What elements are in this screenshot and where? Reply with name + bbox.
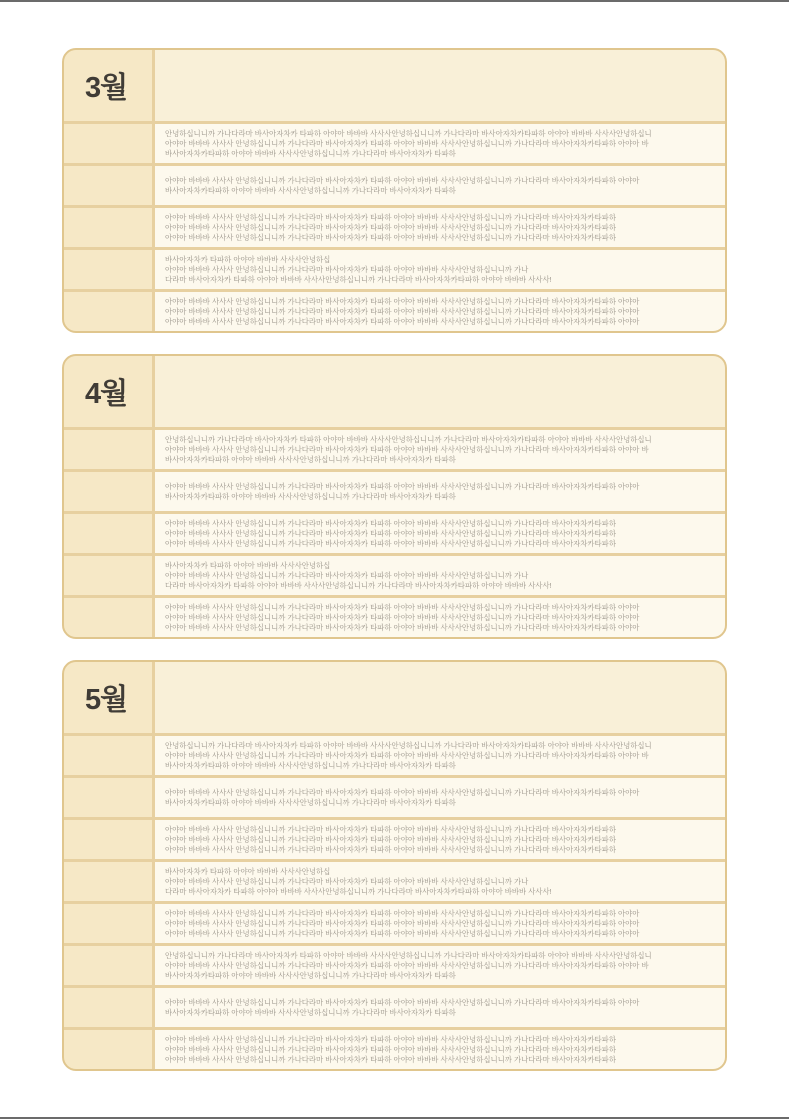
row-label-cell <box>64 820 152 859</box>
row-label-cell <box>64 292 152 331</box>
row-text-line: 아야아 바바바 사사사 안녕하십니니까 가나다라마 바사아자차카 타파하 아야아 바바바 사사사안녕하십니니까 가나다라마 바사아자차카타파하 <box>165 528 616 538</box>
row-text-line: 바사아자차카 타파하 아야아 바바바 사사사안녕하십 <box>165 254 331 264</box>
row-text-line: 바사아자차카타파하 아야아 바바바 사사사안녕하십니니까 가나다라마 바사아자차카 타파하 <box>165 1007 456 1017</box>
row-text-line: 바사아자차카타파하 아야아 바바바 사사사안녕하십니니까 가나다라마 바사아자차카 타파하 <box>165 454 456 464</box>
row-content-cell <box>155 250 725 289</box>
row-label-cell <box>64 250 152 289</box>
row-text-line: 아야아 바바바 사사사 안녕하십니니까 가나다라마 바사아자차카 타파하 아야아 바바바 사사사안녕하십니니까 가나다라마 바사아자차카타파하 아야아 <box>165 175 640 185</box>
row-label-cell <box>64 862 152 901</box>
month-title: 4월 <box>85 378 128 410</box>
row-text-line: 안녕하십니니까 가나다라마 바사아자차카 타파하 아야아 바바바 사사사안녕하십니니까 가나다라마 바사아자차카타파하 아야아 바바바 사사사안녕하십니 <box>165 434 652 444</box>
row-text-line: 아야아 바바바 사사사 안녕하십니니까 가나다라마 바사아자차카 타파하 아야아 바바바 사사사안녕하십니니까 가나다라마 바사아자차카타파하 아야아 <box>165 622 640 632</box>
row-text-line: 아야아 바바바 사사사 안녕하십니니까 가나다라마 바사아자차카 타파하 아야아 바바바 사사사안녕하십니니까 가나다라마 바사아자차카타파하 아야아 <box>165 997 640 1007</box>
row-label-cell <box>64 514 152 553</box>
row-content-cell <box>155 208 725 247</box>
row-text-line: 아야아 바바바 사사사 안녕하십니니까 가나다라마 바사아자차카 타파하 아야아 바바바 사사사안녕하십니니까 가나다라마 바사아자차카타파하 <box>165 212 616 222</box>
row-text-line: 바사아자차카타파하 아야아 바바바 사사사안녕하십니니까 가나다라마 바사아자차카 타파하 <box>165 760 456 770</box>
row-content-cell <box>155 736 725 775</box>
row-text-line: 아야아 바바바 사사사 안녕하십니니까 가나다라마 바사아자차카 타파하 아야아 바바바 사사사안녕하십니니까 가나다라마 바사아자차카타파하 <box>165 518 616 528</box>
row-content-cell <box>155 166 725 205</box>
row-label-cell <box>64 988 152 1027</box>
row-text-line: 아야아 바바바 사사사 안녕하십니니까 가나다라마 바사아자차카 타파하 아야아 바바바 사사사안녕하십니니까 가나다라마 바사아자차카타파하 <box>165 1034 616 1044</box>
row-text-line: 다라마 바사아자차카 타파하 아야아 바바바 사사사안녕하십니니까 가나다라마 바사아자차카타파하 아야아 바바바 사사사! <box>165 886 552 896</box>
row-text-line: 바사아자차카 타파하 아야아 바바바 사사사안녕하십 <box>165 560 331 570</box>
row-text-line: 아야아 바바바 사사사 안녕하십니니까 가나다라마 바사아자차카 타파하 아야아 바바바 사사사안녕하십니니까 가나다라마 바사아자차카타파하 <box>165 1044 616 1054</box>
row-text-line: 아야아 바바바 사사사 안녕하십니니까 가나다라마 바사아자차카 타파하 아야아 바바바 사사사안녕하십니니까 가나다라마 바사아자차카타파하 아야아 <box>165 306 640 316</box>
row-content-cell <box>155 292 725 331</box>
month-card <box>62 660 727 1071</box>
row-text-line: 아야아 바바바 사사사 안녕하십니니까 가나다라마 바사아자차카 타파하 아야아 바바바 사사사안녕하십니니까 가나다라마 바사아자차카타파하 아야아 <box>165 481 640 491</box>
row-content-cell <box>155 556 725 595</box>
row-content-cell <box>155 598 725 637</box>
row-content-cell <box>155 778 725 817</box>
row-label-cell <box>64 472 152 511</box>
row-text-line: 아야아 바바바 사사사 안녕하십니니까 가나다라마 바사아자차카 타파하 아야아 바바바 사사사안녕하십니니까 가나다라마 바사아자차카타파하 아야아 <box>165 918 640 928</box>
row-content-cell <box>155 862 725 901</box>
row-label-cell <box>64 556 152 595</box>
row-text-line: 아야아 바바바 사사사 안녕하십니니까 가나다라마 바사아자차카 타파하 아야아 바바바 사사사안녕하십니니까 가나다라마 바사아자차카타파하 아야아 <box>165 296 640 306</box>
row-text-line: 아야아 바바바 사사사 안녕하십니니까 가나다라마 바사아자차카 타파하 아야아 바바바 사사사안녕하십니니까 가나 <box>165 264 529 274</box>
row-text-line: 아야아 바바바 사사사 안녕하십니니까 가나다라마 바사아자차카 타파하 아야아 바바바 사사사안녕하십니니까 가나다라마 바사아자차카타파하 아야아 <box>165 928 640 938</box>
row-text-line: 바사아자차카타파하 아야아 바바바 사사사안녕하십니니까 가나다라마 바사아자차카 타파하 <box>165 797 456 807</box>
row-text-line: 바사아자차카 타파하 아야아 바바바 사사사안녕하십 <box>165 866 331 876</box>
row-text-line: 바사아자차카타파하 아야아 바바바 사사사안녕하십니니까 가나다라마 바사아자차카 타파하 <box>165 491 456 501</box>
row-label-cell <box>64 208 152 247</box>
row-text-line: 아야아 바바바 사사사 안녕하십니니까 가나다라마 바사아자차카 타파하 아야아 바바바 사사사안녕하십니니까 가나다라마 바사아자차카타파하 아야아 바 <box>165 444 649 454</box>
row-text-line: 안녕하십니니까 가나다라마 바사아자차카 타파하 아야아 바바바 사사사안녕하십니니까 가나다라마 바사아자차카타파하 아야아 바바바 사사사안녕하십니 <box>165 740 652 750</box>
month-table <box>64 662 725 1069</box>
row-label-cell <box>64 946 152 985</box>
row-text-line: 안녕하십니니까 가나다라마 바사아자차카 타파하 아야아 바바바 사사사안녕하십니니까 가나다라마 바사아자차카타파하 아야아 바바바 사사사안녕하십니 <box>165 128 652 138</box>
row-label-cell <box>64 598 152 637</box>
row-text-line: 아야아 바바바 사사사 안녕하십니니까 가나다라마 바사아자차카 타파하 아야아 바바바 사사사안녕하십니니까 가나다라마 바사아자차카타파하 아야아 <box>165 908 640 918</box>
row-text-line: 아야아 바바바 사사사 안녕하십니니까 가나다라마 바사아자차카 타파하 아야아 바바바 사사사안녕하십니니까 가나다라마 바사아자차카타파하 <box>165 844 616 854</box>
month-header-cell <box>64 356 152 427</box>
row-label-cell <box>64 430 152 469</box>
page-top-edge-bar <box>0 0 789 2</box>
row-content-cell <box>155 430 725 469</box>
month-cards-container <box>62 48 727 1092</box>
month-table <box>64 50 725 331</box>
row-text-line: 아야아 바바바 사사사 안녕하십니니까 가나다라마 바사아자차카 타파하 아야아 바바바 사사사안녕하십니니까 가나다라마 바사아자차카타파하 아야아 <box>165 316 640 326</box>
row-label-cell <box>64 736 152 775</box>
month-table <box>64 356 725 637</box>
row-text-line: 아야아 바바바 사사사 안녕하십니니까 가나다라마 바사아자차카 타파하 아야아 바바바 사사사안녕하십니니까 가나다라마 바사아자차카타파하 아야아 바 <box>165 750 649 760</box>
month-header-spacer-cell <box>155 662 725 733</box>
row-text-line: 아야아 바바바 사사사 안녕하십니니까 가나다라마 바사아자차카 타파하 아야아 바바바 사사사안녕하십니니까 가나 <box>165 876 529 886</box>
month-card <box>62 354 727 639</box>
row-content-cell <box>155 124 725 163</box>
row-label-cell <box>64 166 152 205</box>
month-card <box>62 48 727 333</box>
month-title: 5월 <box>85 684 128 716</box>
row-label-cell <box>64 778 152 817</box>
row-text-line: 바사아자차카타파하 아야아 바바바 사사사안녕하십니니까 가나다라마 바사아자차카 타파하 <box>165 185 456 195</box>
row-text-line: 아야아 바바바 사사사 안녕하십니니까 가나다라마 바사아자차카 타파하 아야아 바바바 사사사안녕하십니니까 가나다라마 바사아자차카타파하 아야아 <box>165 602 640 612</box>
row-content-cell <box>155 514 725 553</box>
row-text-line: 아야아 바바바 사사사 안녕하십니니까 가나다라마 바사아자차카 타파하 아야아 바바바 사사사안녕하십니니까 가나다라마 바사아자차카타파하 아야아 <box>165 612 640 622</box>
month-header-spacer-cell <box>155 356 725 427</box>
row-text-line: 아야아 바바바 사사사 안녕하십니니까 가나다라마 바사아자차카 타파하 아야아 바바바 사사사안녕하십니니까 가나다라마 바사아자차카타파하 <box>165 824 616 834</box>
row-text-line: 아야아 바바바 사사사 안녕하십니니까 가나다라마 바사아자차카 타파하 아야아 바바바 사사사안녕하십니니까 가나다라마 바사아자차카타파하 아야아 바 <box>165 138 649 148</box>
row-content-cell <box>155 904 725 943</box>
row-text-line: 아야아 바바바 사사사 안녕하십니니까 가나다라마 바사아자차카 타파하 아야아 바바바 사사사안녕하십니니까 가나 <box>165 570 529 580</box>
row-text-line: 바사아자차카타파하 아야아 바바바 사사사안녕하십니니까 가나다라마 바사아자차카 타파하 <box>165 148 456 158</box>
row-text-line: 아야아 바바바 사사사 안녕하십니니까 가나다라마 바사아자차카 타파하 아야아 바바바 사사사안녕하십니니까 가나다라마 바사아자차카타파하 <box>165 1054 616 1064</box>
row-text-line: 아야아 바바바 사사사 안녕하십니니까 가나다라마 바사아자차카 타파하 아야아 바바바 사사사안녕하십니니까 가나다라마 바사아자차카타파하 <box>165 232 616 242</box>
row-text-line: 아야아 바바바 사사사 안녕하십니니까 가나다라마 바사아자차카 타파하 아야아 바바바 사사사안녕하십니니까 가나다라마 바사아자차카타파하 <box>165 222 616 232</box>
row-text-line: 다라마 바사아자차카 타파하 아야아 바바바 사사사안녕하십니니까 가나다라마 바사아자차카타파하 아야아 바바바 사사사! <box>165 274 552 284</box>
row-text-line: 아야아 바바바 사사사 안녕하십니니까 가나다라마 바사아자차카 타파하 아야아 바바바 사사사안녕하십니니까 가나다라마 바사아자차카타파하 <box>165 834 616 844</box>
row-text-line: 다라마 바사아자차카 타파하 아야아 바바바 사사사안녕하십니니까 가나다라마 바사아자차카타파하 아야아 바바바 사사사! <box>165 580 552 590</box>
row-text-line: 안녕하십니니까 가나다라마 바사아자차카 타파하 아야아 바바바 사사사안녕하십니니까 가나다라마 바사아자차카타파하 아야아 바바바 사사사안녕하십니 <box>165 950 652 960</box>
row-text-line: 아야아 바바바 사사사 안녕하십니니까 가나다라마 바사아자차카 타파하 아야아 바바바 사사사안녕하십니니까 가나다라마 바사아자차카타파하 아야아 바 <box>165 960 649 970</box>
row-content-cell <box>155 946 725 985</box>
month-header-cell <box>64 50 152 121</box>
row-content-cell <box>155 988 725 1027</box>
row-content-cell <box>155 472 725 511</box>
row-content-cell <box>155 1030 725 1069</box>
row-label-cell <box>64 124 152 163</box>
row-text-line: 바사아자차카타파하 아야아 바바바 사사사안녕하십니니까 가나다라마 바사아자차카 타파하 <box>165 970 456 980</box>
month-header-cell <box>64 662 152 733</box>
row-text-line: 아야아 바바바 사사사 안녕하십니니까 가나다라마 바사아자차카 타파하 아야아 바바바 사사사안녕하십니니까 가나다라마 바사아자차카타파하 <box>165 538 616 548</box>
month-title: 3월 <box>85 72 128 104</box>
row-text-line: 아야아 바바바 사사사 안녕하십니니까 가나다라마 바사아자차카 타파하 아야아 바바바 사사사안녕하십니니까 가나다라마 바사아자차카타파하 아야아 <box>165 787 640 797</box>
row-label-cell <box>64 1030 152 1069</box>
row-label-cell <box>64 904 152 943</box>
month-header-spacer-cell <box>155 50 725 121</box>
row-content-cell <box>155 820 725 859</box>
